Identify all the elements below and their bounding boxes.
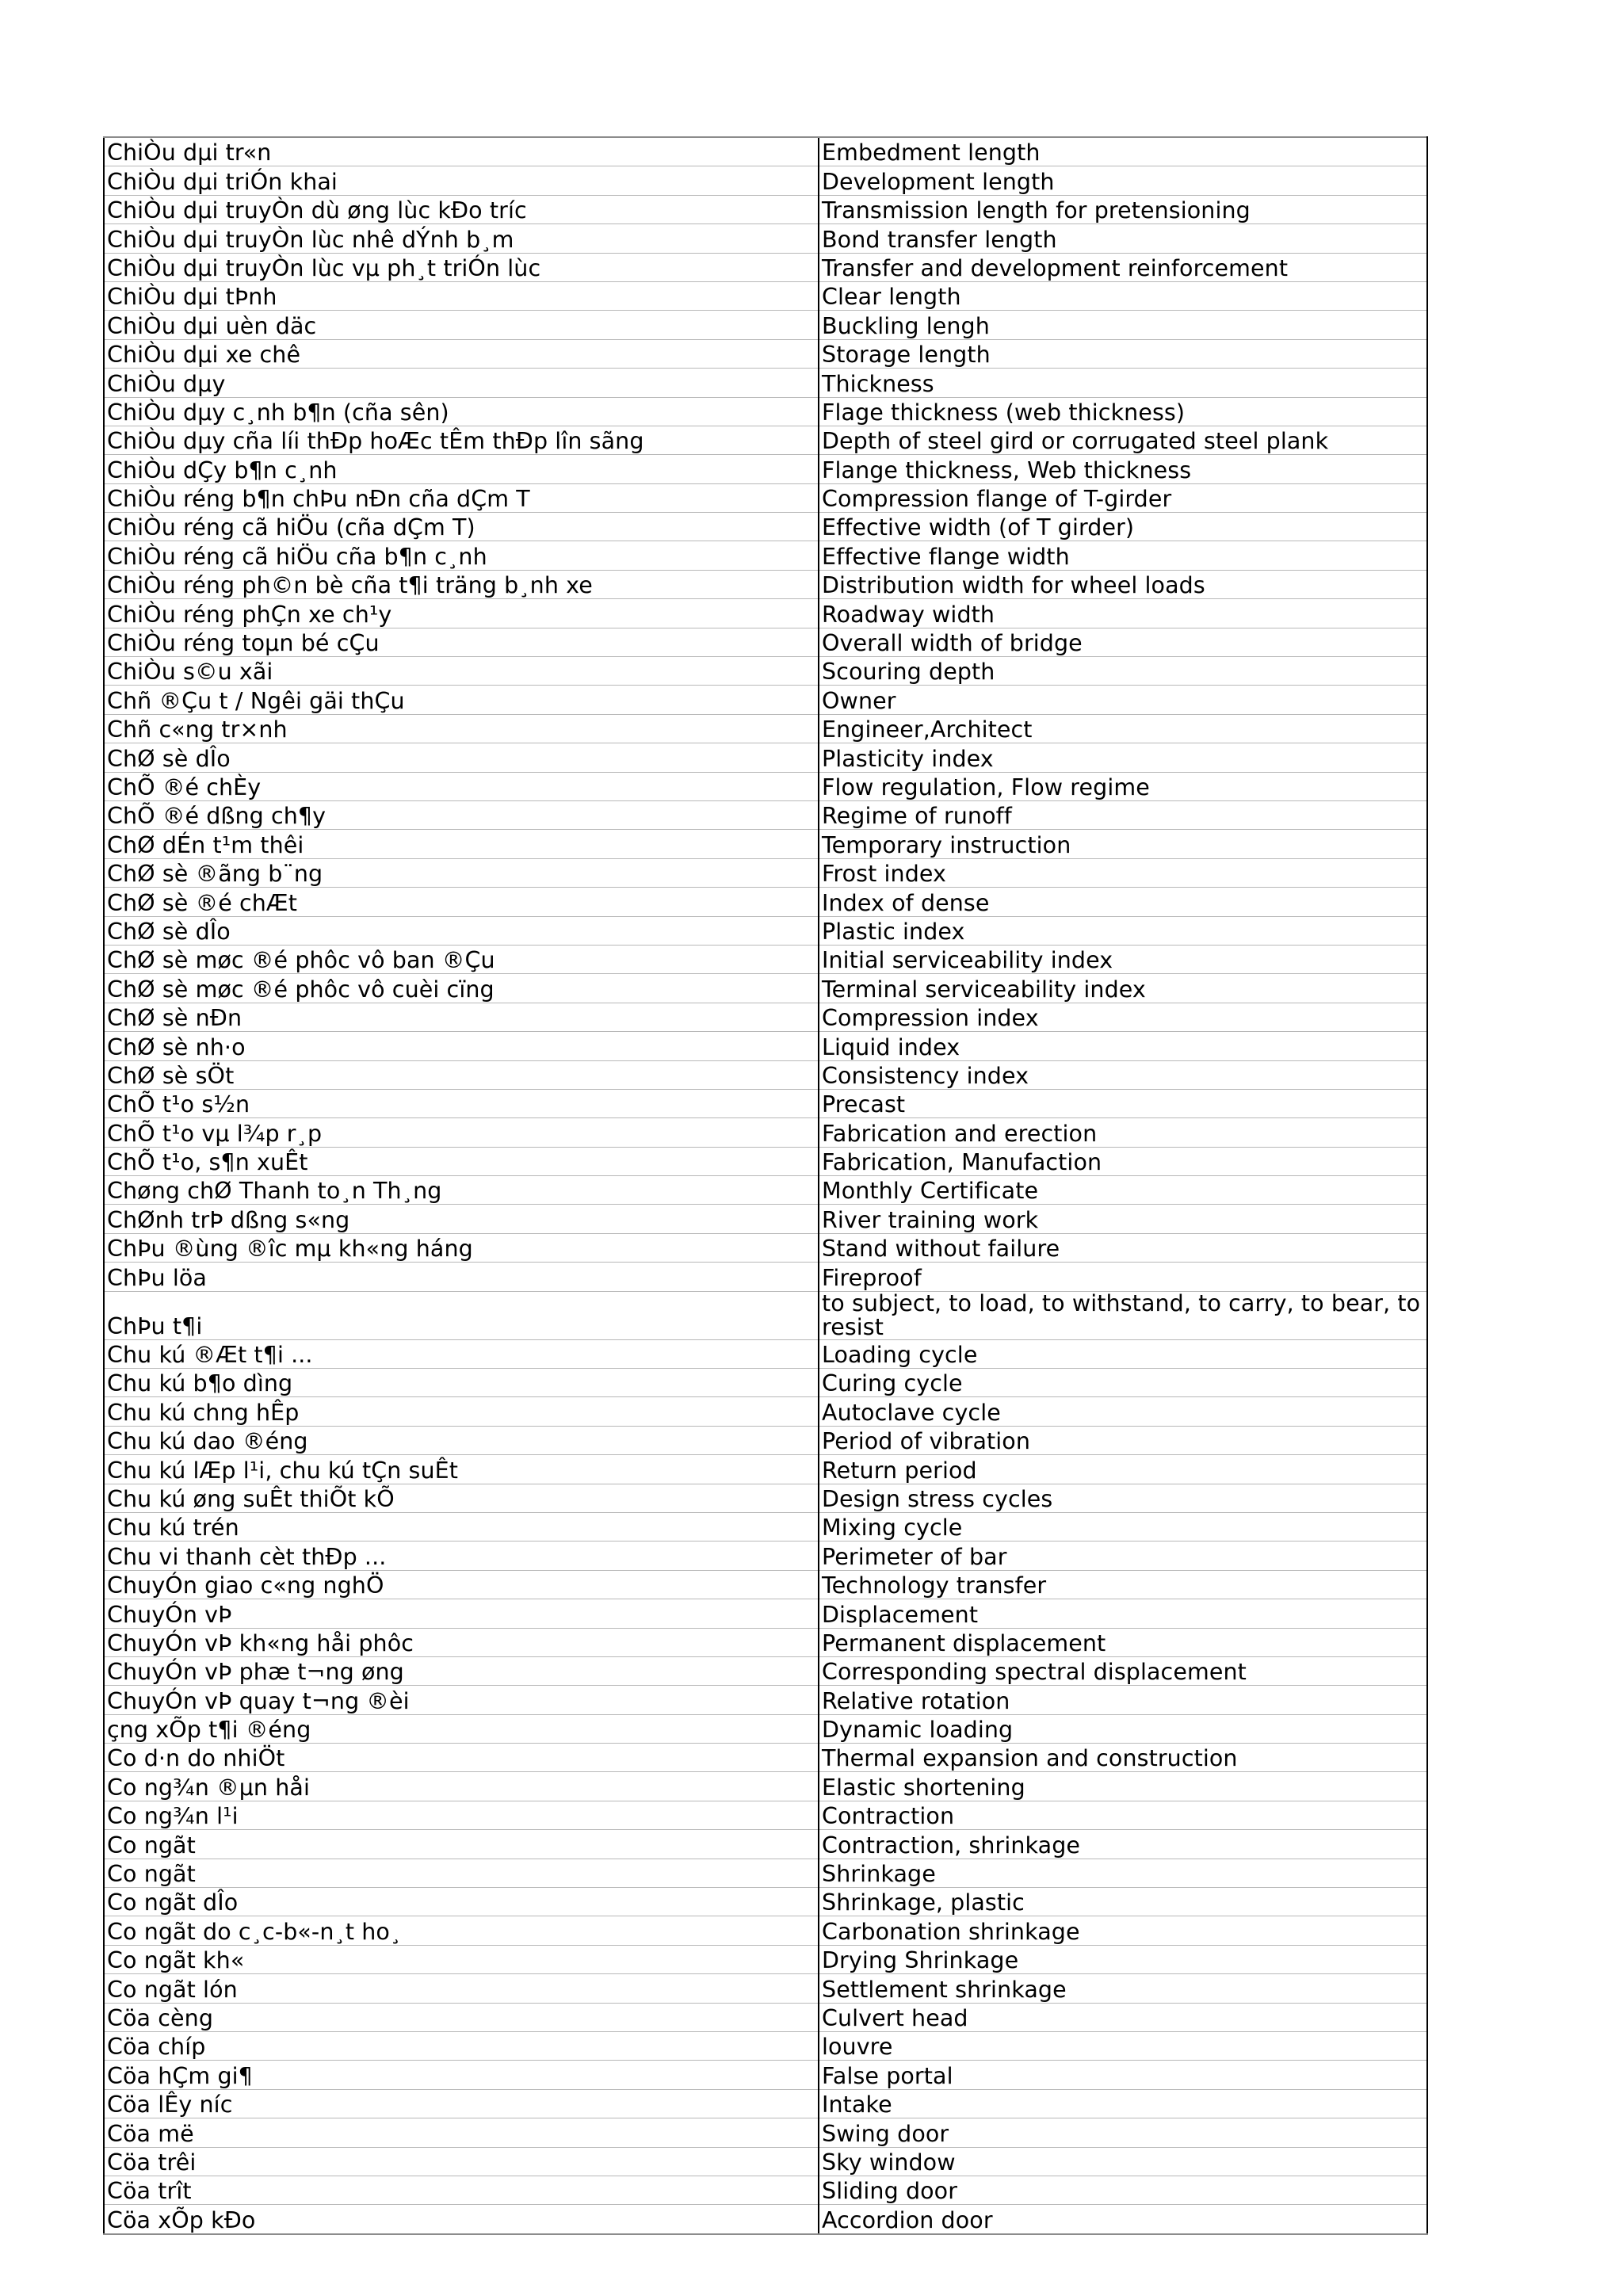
table-row [104, 426, 1427, 454]
table-row [104, 916, 1427, 945]
vietnamese-term-cell[interactable]: ChØ sè nÐn [104, 1003, 819, 1031]
table-row [104, 1176, 1427, 1205]
table-row [104, 1118, 1427, 1147]
table-row [104, 2032, 1427, 2061]
table-row [104, 253, 1427, 281]
vietnamese-term-cell[interactable]: ChÞu ®ùng ®îc mµ kh«ng háng [104, 1233, 819, 1262]
english-term-cell[interactable]: Plastic index [819, 916, 1427, 945]
table-row [104, 166, 1427, 195]
vietnamese-term-cell[interactable]: Co ng¾n l¹i [104, 1801, 819, 1829]
vietnamese-term-cell[interactable]: ChuyÓn giao c«ng nghÖ [104, 1570, 819, 1599]
vietnamese-term-cell[interactable]: Co ngãt kh« [104, 1945, 819, 1973]
table-row [104, 1830, 1427, 1859]
table-row [104, 1714, 1427, 1743]
table-row [104, 281, 1427, 310]
vietnamese-term-cell[interactable]: ChØ sè møc ®é phôc vô ban ®Çu [104, 945, 819, 973]
vietnamese-term-cell[interactable]: Co ng¾n ®µn håi [104, 1772, 819, 1801]
english-term-cell[interactable]: Flage thickness (web thickness) [819, 397, 1427, 426]
english-term-cell[interactable]: Return period [819, 1455, 1427, 1484]
table-row [104, 1570, 1427, 1599]
english-term-cell[interactable]: Shrinkage [819, 1859, 1427, 1887]
english-term-cell[interactable]: Accordion door [819, 2205, 1427, 2234]
english-term-cell[interactable]: Elastic shortening [819, 1772, 1427, 1801]
english-term-cell[interactable]: Initial serviceability index [819, 945, 1427, 973]
table-row [104, 2118, 1427, 2147]
vietnamese-term-cell[interactable]: Cöa xÕp kÐo [104, 2205, 819, 2234]
english-term-cell[interactable]: Compression flange of T-girder [819, 483, 1427, 512]
table-row [104, 1003, 1427, 1031]
english-term-cell[interactable]: Fireproof [819, 1263, 1427, 1291]
english-term-cell[interactable]: Mixing cycle [819, 1512, 1427, 1541]
table-row [104, 1426, 1427, 1454]
english-term-cell[interactable]: River training work [819, 1205, 1427, 1233]
vietnamese-term-cell[interactable]: ChiÒu dµy cña líi thÐp hoÆc tÊm thÐp lîn sãng [104, 426, 819, 454]
english-term-cell[interactable]: Displacement [819, 1599, 1427, 1628]
glossary-table [103, 136, 1428, 2235]
table-row [104, 1686, 1427, 1714]
table-row [104, 2061, 1427, 2089]
vietnamese-term-cell[interactable]: ChiÒu dµi tÞnh [104, 281, 819, 310]
table-row [104, 1628, 1427, 1656]
vietnamese-term-cell[interactable]: ChÕ t¹o, s¶n xuÊt [104, 1147, 819, 1175]
table-row [104, 2147, 1427, 2176]
vietnamese-term-cell[interactable]: Chu vi thanh cèt thÐp ... [104, 1541, 819, 1570]
english-term-cell[interactable]: Sky window [819, 2147, 1427, 2176]
vietnamese-term-cell[interactable]: ChuyÓn vÞ phæ t¬ng øng [104, 1656, 819, 1685]
english-term-cell[interactable]: Scouring depth [819, 657, 1427, 686]
table-row [104, 2205, 1427, 2234]
vietnamese-term-cell[interactable]: Chu kú b¶o dìng [104, 1369, 819, 1397]
table-row [104, 541, 1427, 570]
english-term-cell[interactable]: Transmission length for pretensioning [819, 195, 1427, 223]
table-row [104, 1032, 1427, 1060]
vietnamese-term-cell[interactable]: ChÕ ®é dßng ch¶y [104, 800, 819, 829]
vietnamese-term-cell[interactable]: ChØ sè dÎo [104, 916, 819, 945]
english-term-cell[interactable]: Autoclave cycle [819, 1397, 1427, 1426]
vietnamese-term-cell[interactable]: ChiÒu réng phÇn xe ch¹y [104, 599, 819, 628]
vietnamese-term-cell[interactable]: Cöa hÇm gi¶ [104, 2061, 819, 2089]
english-term-cell[interactable]: Compression index [819, 1003, 1427, 1031]
vietnamese-term-cell[interactable]: Cöa lÊy níc [104, 2089, 819, 2118]
english-term-cell[interactable]: Overall width of bridge [819, 628, 1427, 656]
table-row [104, 1656, 1427, 1685]
table-row [104, 311, 1427, 339]
table-row [104, 570, 1427, 598]
english-term-cell[interactable]: to subject, to load, to withstand, to carry, to bear, to resist [819, 1291, 1427, 1339]
english-term-cell[interactable]: Contraction [819, 1801, 1427, 1829]
english-term-cell[interactable]: Carbonation shrinkage [819, 1916, 1427, 1945]
english-term-cell[interactable]: Flow regulation, Flow regime [819, 772, 1427, 800]
english-term-cell[interactable]: Development length [819, 166, 1427, 195]
vietnamese-term-cell[interactable]: ChuyÓn vÞ kh«ng håi phôc [104, 1628, 819, 1656]
vietnamese-term-cell[interactable]: Co ngãt lón [104, 1974, 819, 2003]
english-term-cell[interactable]: Relative rotation [819, 1686, 1427, 1714]
vietnamese-term-cell[interactable]: çng xÕp t¶i ®éng [104, 1714, 819, 1743]
table-row [104, 830, 1427, 858]
glossary-body [104, 137, 1427, 2234]
vietnamese-term-cell[interactable]: ChØ sè nh·o [104, 1032, 819, 1060]
english-term-cell[interactable]: Swing door [819, 2118, 1427, 2147]
table-row [104, 2003, 1427, 2031]
vietnamese-term-cell[interactable]: ChiÒu dµi truyÒn lùc nhê dÝnh b¸m [104, 224, 819, 253]
vietnamese-term-cell[interactable]: ChÕ t¹o s½n [104, 1089, 819, 1117]
english-term-cell[interactable]: Monthly Certificate [819, 1176, 1427, 1205]
english-term-cell[interactable]: Bond transfer length [819, 224, 1427, 253]
table-row [104, 339, 1427, 368]
english-term-cell[interactable]: Corresponding spectral displacement [819, 1656, 1427, 1685]
english-term-cell[interactable]: Precast [819, 1089, 1427, 1117]
table-row [104, 455, 1427, 483]
table-row [104, 800, 1427, 829]
glossary-sheet [103, 136, 1426, 2235]
table-row [104, 1455, 1427, 1484]
vietnamese-term-cell[interactable]: ChÕ ®é chÈy [104, 772, 819, 800]
table-row [104, 1512, 1427, 1541]
english-term-cell[interactable]: Curing cycle [819, 1369, 1427, 1397]
english-term-cell[interactable]: Shrinkage, plastic [819, 1888, 1427, 1916]
vietnamese-term-cell[interactable]: Chu kú øng suÊt thiÕt kÕ [104, 1484, 819, 1512]
vietnamese-term-cell[interactable]: Co ngãt [104, 1859, 819, 1887]
table-row [104, 1859, 1427, 1887]
vietnamese-term-cell[interactable]: ChØ sè møc ®é phôc vô cuèi cïng [104, 974, 819, 1003]
vietnamese-term-cell[interactable]: Chu kú chng hÊp [104, 1397, 819, 1426]
vietnamese-term-cell[interactable]: Chu kú dao ®éng [104, 1426, 819, 1454]
vietnamese-term-cell[interactable]: ChÕ t¹o vµ l¾p r¸p [104, 1118, 819, 1147]
english-term-cell[interactable]: Sliding door [819, 2176, 1427, 2204]
english-term-cell[interactable]: Intake [819, 2089, 1427, 2118]
english-term-cell[interactable]: louvre [819, 2032, 1427, 2061]
vietnamese-term-cell[interactable]: Chñ ®Çu t / Ngêi gäi thÇu [104, 686, 819, 714]
vietnamese-term-cell[interactable]: ChØ sè ®ãng b¨ng [104, 858, 819, 887]
table-row [104, 1205, 1427, 1233]
table-row [104, 888, 1427, 916]
vietnamese-term-cell[interactable]: ChÞu t¶i [104, 1291, 819, 1339]
table-row [104, 137, 1427, 166]
vietnamese-term-cell[interactable]: ChiÒu s©u xãi [104, 657, 819, 686]
english-term-cell[interactable]: Frost index [819, 858, 1427, 887]
table-row [104, 1233, 1427, 1262]
table-row [104, 2176, 1427, 2204]
english-term-cell[interactable]: Period of vibration [819, 1426, 1427, 1454]
vietnamese-term-cell[interactable]: ChiÒu dµy [104, 369, 819, 397]
vietnamese-term-cell[interactable]: ChØ sè ®é chÆt [104, 888, 819, 916]
english-term-cell[interactable]: Culvert head [819, 2003, 1427, 2031]
table-row [104, 1089, 1427, 1117]
table-row [104, 1974, 1427, 2003]
english-term-cell[interactable]: Consistency index [819, 1060, 1427, 1089]
table-row [104, 1060, 1427, 1089]
english-term-cell[interactable]: Loading cycle [819, 1339, 1427, 1368]
english-term-cell[interactable]: False portal [819, 2061, 1427, 2089]
table-row [104, 1772, 1427, 1801]
vietnamese-term-cell[interactable]: ChiÒu dµi tr«n [104, 137, 819, 166]
table-row [104, 743, 1427, 772]
vietnamese-term-cell[interactable]: ChiÒu dÇy b¶n c¸nh [104, 455, 819, 483]
vietnamese-term-cell[interactable]: Cöa më [104, 2118, 819, 2147]
english-term-cell[interactable]: Fabrication, Manufaction [819, 1147, 1427, 1175]
english-term-cell[interactable]: Terminal serviceability index [819, 974, 1427, 1003]
vietnamese-term-cell[interactable]: ChÞu löa [104, 1263, 819, 1291]
table-row [104, 1484, 1427, 1512]
english-term-cell[interactable]: Stand without failure [819, 1233, 1427, 1262]
english-term-cell[interactable]: Permanent displacement [819, 1628, 1427, 1656]
vietnamese-term-cell[interactable]: Chøng chØ Thanh to¸n Th¸ng [104, 1176, 819, 1205]
english-term-cell[interactable]: Thermal expansion and construction [819, 1744, 1427, 1772]
table-row [104, 2089, 1427, 2118]
table-row [104, 657, 1427, 686]
english-term-cell[interactable]: Depth of steel gird or corrugated steel plank [819, 426, 1427, 454]
table-row [104, 714, 1427, 743]
table-row [104, 195, 1427, 223]
english-term-cell[interactable]: Storage length [819, 339, 1427, 368]
vietnamese-term-cell[interactable]: ChØ sè dÎo [104, 743, 819, 772]
table-row [104, 224, 1427, 253]
vietnamese-term-cell[interactable]: ChiÒu dµi truyÒn lùc vµ ph¸t triÓn lùc [104, 253, 819, 281]
english-term-cell[interactable]: Transfer and development reinforcement [819, 253, 1427, 281]
english-term-cell[interactable]: Temporary instruction [819, 830, 1427, 858]
table-row [104, 686, 1427, 714]
english-term-cell[interactable]: Engineer,Architect [819, 714, 1427, 743]
table-row [104, 513, 1427, 541]
vietnamese-term-cell[interactable]: ChØnh trÞ dßng s«ng [104, 1205, 819, 1233]
vietnamese-term-cell[interactable]: ChiÒu dµi uèn däc [104, 311, 819, 339]
table-row [104, 483, 1427, 512]
table-row [104, 628, 1427, 656]
table-row [104, 1744, 1427, 1772]
vietnamese-term-cell[interactable]: Co ngãt dÎo [104, 1888, 819, 1916]
table-row [104, 1263, 1427, 1291]
table-row [104, 397, 1427, 426]
english-term-cell[interactable]: Flange thickness, Web thickness [819, 455, 1427, 483]
vietnamese-term-cell[interactable]: Cöa cèng [104, 2003, 819, 2031]
vietnamese-term-cell[interactable]: Co d·n do nhiÖt [104, 1744, 819, 1772]
english-term-cell[interactable]: Settlement shrinkage [819, 1974, 1427, 2003]
vietnamese-term-cell[interactable]: ChØ dÉn t¹m thêi [104, 830, 819, 858]
english-term-cell[interactable]: Liquid index [819, 1032, 1427, 1060]
english-term-cell[interactable]: Contraction, shrinkage [819, 1830, 1427, 1859]
table-row [104, 1339, 1427, 1368]
table-row [104, 1945, 1427, 1973]
table-row [104, 1541, 1427, 1570]
english-term-cell[interactable]: Design stress cycles [819, 1484, 1427, 1512]
vietnamese-term-cell[interactable]: ChiÒu réng toµn bé cÇu [104, 628, 819, 656]
table-row [104, 1599, 1427, 1628]
english-term-cell[interactable]: Technology transfer [819, 1570, 1427, 1599]
vietnamese-term-cell[interactable]: Cöa trît [104, 2176, 819, 2204]
table-row [104, 599, 1427, 628]
vietnamese-term-cell[interactable]: Co ngãt do c¸c-b«-n¸t ho¸ [104, 1916, 819, 1945]
english-term-cell[interactable]: Dynamic loading [819, 1714, 1427, 1743]
english-term-cell[interactable]: Owner [819, 686, 1427, 714]
table-row [104, 1801, 1427, 1829]
table-row [104, 1888, 1427, 1916]
table-row [104, 974, 1427, 1003]
vietnamese-term-cell[interactable]: Chu kú lÆp l¹i, chu kú tÇn suÊt [104, 1455, 819, 1484]
english-term-cell[interactable]: Clear length [819, 281, 1427, 310]
vietnamese-term-cell[interactable]: ChuyÓn vÞ [104, 1599, 819, 1628]
english-term-cell[interactable]: Drying Shrinkage [819, 1945, 1427, 1973]
english-term-cell[interactable]: Distribution width for wheel loads [819, 570, 1427, 598]
english-term-cell[interactable]: Plasticity index [819, 743, 1427, 772]
table-row [104, 1147, 1427, 1175]
english-term-cell[interactable]: Regime of runoff [819, 800, 1427, 829]
table-row [104, 1916, 1427, 1945]
table-row [104, 1291, 1427, 1339]
vietnamese-term-cell[interactable]: Cöa trêi [104, 2147, 819, 2176]
english-term-cell[interactable]: Fabrication and erection [819, 1118, 1427, 1147]
table-row [104, 369, 1427, 397]
vietnamese-term-cell[interactable]: ChiÒu réng cã hiÖu cña b¶n c¸nh [104, 541, 819, 570]
vietnamese-term-cell[interactable]: ChiÒu réng cã hiÖu (cña dÇm T) [104, 513, 819, 541]
vietnamese-term-cell[interactable]: Cöa chíp [104, 2032, 819, 2061]
table-row [104, 858, 1427, 887]
english-term-cell[interactable]: Effective width (of T girder) [819, 513, 1427, 541]
table-row [104, 1369, 1427, 1397]
table-row [104, 1397, 1427, 1426]
english-term-cell[interactable]: Perimeter of bar [819, 1541, 1427, 1570]
table-row [104, 945, 1427, 973]
english-term-cell[interactable]: Thickness [819, 369, 1427, 397]
vietnamese-term-cell[interactable]: Chu kú trén [104, 1512, 819, 1541]
vietnamese-term-cell[interactable]: Chñ c«ng tr×nh [104, 714, 819, 743]
vietnamese-term-cell[interactable]: ChiÒu dµi truyÒn dù øng lùc kÐo tríc [104, 195, 819, 223]
english-term-cell[interactable]: Roadway width [819, 599, 1427, 628]
english-term-cell[interactable]: Effective flange width [819, 541, 1427, 570]
english-term-cell[interactable]: Buckling lengh [819, 311, 1427, 339]
english-term-cell[interactable]: Embedment length [819, 137, 1427, 166]
vietnamese-term-cell[interactable]: ChiÒu réng b¶n chÞu nÐn cña dÇm T [104, 483, 819, 512]
table-row [104, 772, 1427, 800]
vietnamese-term-cell[interactable]: ChiÒu dµi triÓn khai [104, 166, 819, 195]
vietnamese-term-cell[interactable]: ChiÒu réng ph©n bè cña t¶i träng b¸nh xe [104, 570, 819, 598]
english-term-cell[interactable]: Index of dense [819, 888, 1427, 916]
vietnamese-term-cell[interactable]: ChØ sè sÖt [104, 1060, 819, 1089]
vietnamese-term-cell[interactable]: Co ngãt [104, 1830, 819, 1859]
vietnamese-term-cell[interactable]: ChiÒu dµy c¸nh b¶n (cña sên) [104, 397, 819, 426]
vietnamese-term-cell[interactable]: Chu kú ®Æt t¶i ... [104, 1339, 819, 1368]
vietnamese-term-cell[interactable]: ChiÒu dµi xe chê [104, 339, 819, 368]
vietnamese-term-cell[interactable]: ChuyÓn vÞ quay t¬ng ®èi [104, 1686, 819, 1714]
